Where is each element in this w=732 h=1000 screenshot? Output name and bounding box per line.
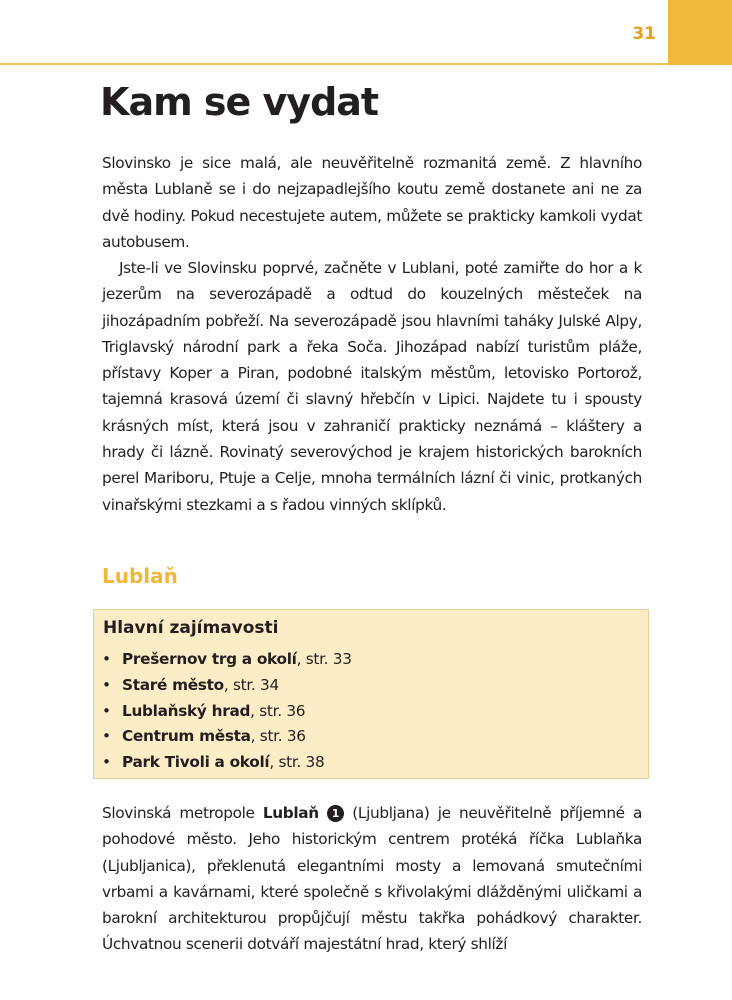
regions-paragraph: Jste-li ve Slovinsku poprvé, začněte v Lublani, poté zamiřte do hor a k jezerům na severozápadě a odtud do kouzelných městeček na jihozápadním pobřeží. Na severozápadě jsou hlavními taháky Julské Alpy, Triglavský národní park a řeka Soča. Jihozápad nabízí turistům pláže, přístavy Koper a Piran, podobné italským městům, letovisko Portorož, tajemná krasová území či slavný hřebčín v Lipici. Najdete tu i spousty krásných míst, která jsou v zahraničí prakticky neznámá – kláštery a hrady či lázně. Rovinatý severovýchod je krajem historických barokních perel Mariboru, Ptuje a Celje, mnoha termálních lázní či vinic, protkaných vinařskými stezkami a s řadou vinných sklípků. [102,259,642,514]
list-item [102,673,352,699]
list-item [102,724,352,750]
list-item [102,647,352,673]
highlights-box [93,609,649,779]
list-item-page-ref: , str. 36 [250,727,306,746]
bullet-icon: • [102,753,111,772]
list-item-name: Prešernov trg a okolí [122,650,297,668]
list-item-page-ref: , str. 38 [269,753,325,772]
bullet-icon: • [102,727,111,746]
header-rule [0,63,668,65]
map-number-badge: 1 [327,805,344,822]
bullet-icon: • [102,675,111,694]
list-item-name: Staré město [122,675,224,694]
section-heading: Lublaň [102,564,178,588]
highlights-list [102,647,352,776]
list-item-name: Lublaňský hrad [122,701,251,720]
place-name: Lublaň [262,804,319,822]
paragraph-rest: (Ljubljana) je neuvěřitelně příjemné a pohodové město. Jeho historickým centrem protéká říčka Lublaňka (Ljubljanica), překlenutá elegantními mosty a lemovaná smutečními vrbami a kavárnami, které společně s křivolakými dlážděnými uličkami a barokní architekturou propůjčují městu takřka pohádkový charakter. Úchvatnou scenerii dotváří majestátní hrad, který shlíží [102,804,643,954]
list-item-page-ref: , str. 33 [296,650,352,668]
paragraph-lead: Slovinská metropole [102,804,263,822]
bullet-icon: • [102,650,111,668]
list-item [102,750,352,776]
ljubljana-paragraph [102,800,642,958]
list-item-name: Park Tivoli a okolí [122,753,270,772]
page-number: 31 [632,24,656,44]
bullet-icon: • [102,701,111,720]
page-corner-tab [668,0,732,65]
list-item-page-ref: , str. 36 [250,701,306,720]
highlights-title: Hlavní zajímavosti [103,618,279,638]
list-item-name: Centrum města [122,727,251,746]
intro-paragraph: Slovinsko je sice malá, ale neuvěřitelně rozmanitá země. Z hlavního města Lublaně se i do nejzapadlejšího koutu země dostanete ani ne za dvě hodiny. Pokud necestujete autem, můžete se prakticky kamkoli vydat autobusem. [102,154,642,251]
list-item [102,699,352,725]
list-item-page-ref: , str. 34 [223,675,279,694]
page-title: Kam se vydat [100,80,379,124]
